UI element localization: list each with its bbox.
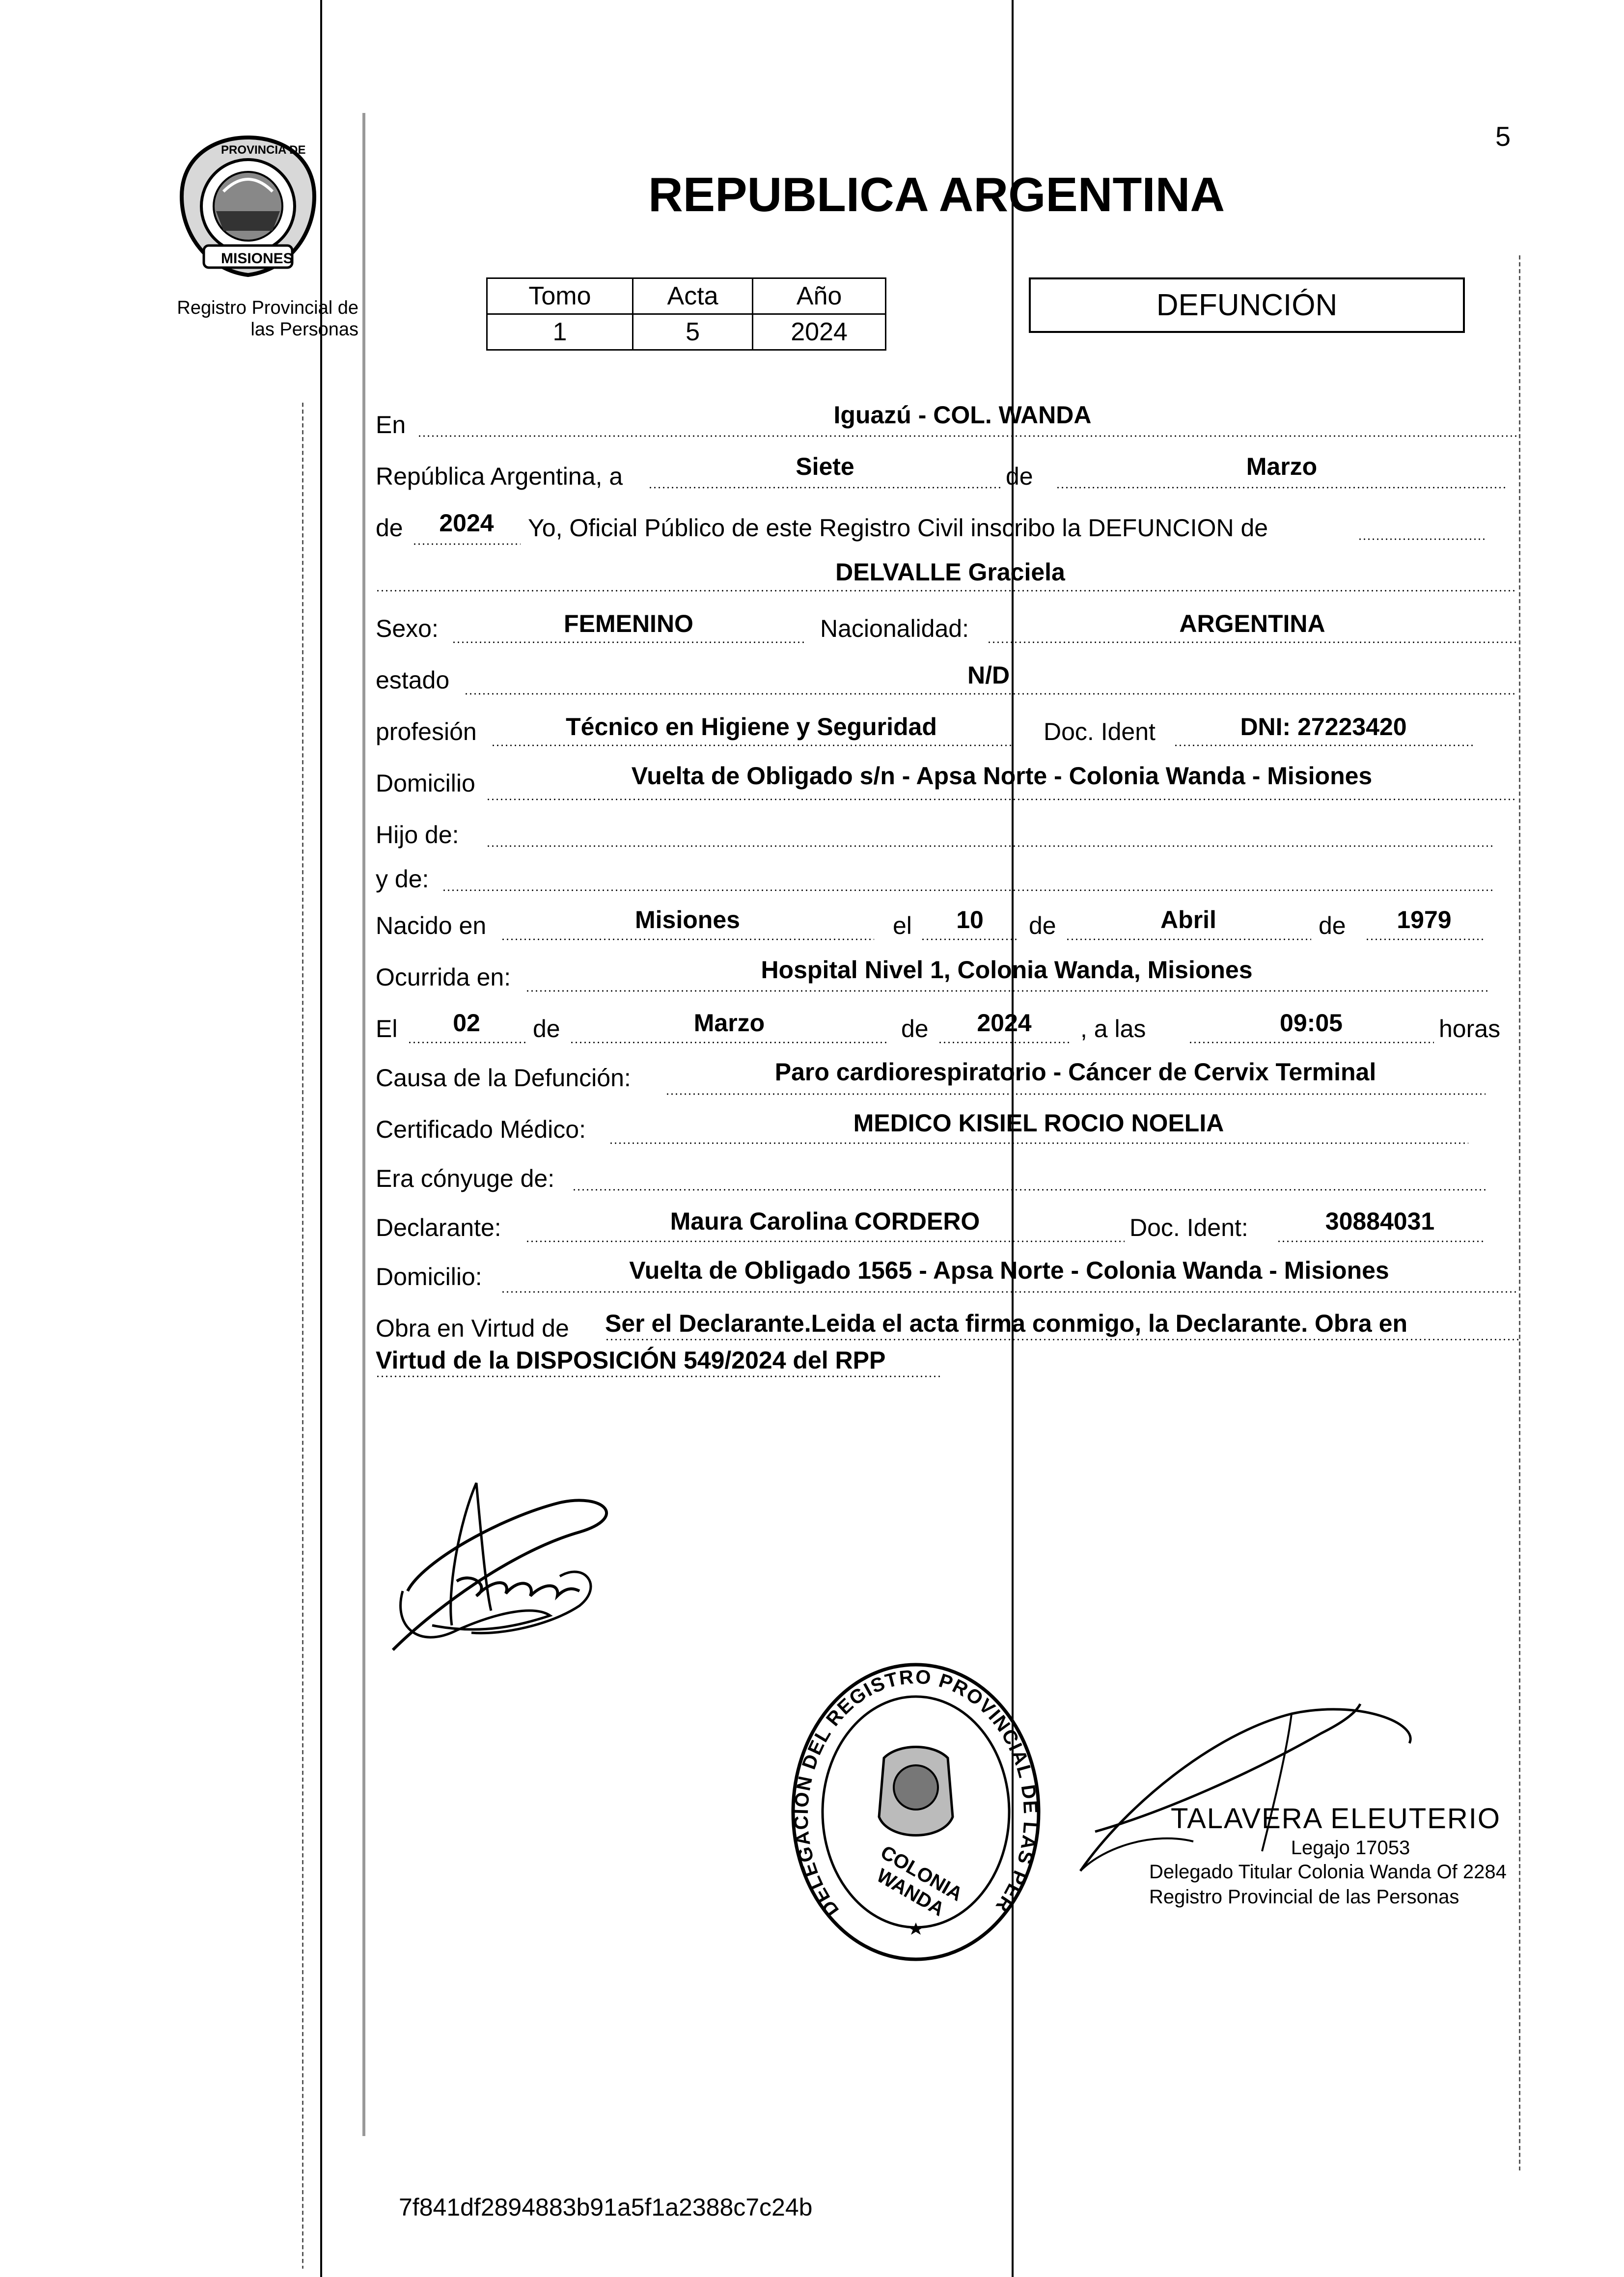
label-estado: estado: [376, 666, 450, 694]
label-certificado: Certificado Médico:: [376, 1116, 586, 1143]
officer-name: TALAVERA ELEUTERIO: [1170, 1803, 1501, 1835]
dotline-nac-anio: [1365, 938, 1483, 941]
label-el-cap: El: [376, 1015, 398, 1042]
label-doc-ident: Doc. Ident: [1044, 718, 1156, 745]
label-y-de: y de:: [376, 865, 429, 893]
label-de-3: de: [533, 1015, 560, 1042]
label-de-year: de: [376, 514, 403, 542]
dotline-certificado: [609, 1142, 1468, 1145]
field-nombre: DELVALLE Graciela: [835, 558, 1065, 586]
label-sexo: Sexo:: [376, 615, 439, 642]
label-domicilio-2: Domicilio:: [376, 1263, 482, 1290]
label-ocurrida-en: Ocurrida en:: [376, 963, 511, 991]
label-de-4: de: [901, 1015, 929, 1042]
officer-stamp: [1149, 1802, 1522, 1908]
label-de-1: de: [1029, 912, 1056, 939]
field-estado: N/D: [967, 661, 1010, 689]
act-table: [486, 277, 886, 351]
field-ocurrida-en: Hospital Nivel 1, Colonia Wanda, Misiones: [761, 956, 1253, 984]
field-def-mes: Marzo: [693, 1009, 765, 1037]
field-dia: Siete: [796, 453, 854, 480]
officer-org: Registro Provincial de las Personas: [1149, 1886, 1459, 1908]
field-nac-mes: Abril: [1160, 906, 1216, 933]
act-type: DEFUNCIÓN: [1156, 288, 1338, 322]
registry-caption-line-2: las Personas: [250, 319, 358, 340]
label-doc-ident-2: Doc. Ident:: [1129, 1214, 1248, 1241]
label-a-las: , a las: [1080, 1015, 1146, 1042]
officer-legajo: Legajo 17053: [1291, 1837, 1410, 1859]
label-nacionalidad: Nacionalidad:: [820, 615, 969, 642]
act-header-tomo: Tomo: [487, 278, 633, 314]
act-value-anio: 2024: [753, 314, 886, 350]
document-hash: 7f841df2894883b91a5f1a2388c7c24b: [399, 2194, 813, 2221]
dotline-def-mes: [570, 1041, 889, 1044]
dotline-def-anio: [938, 1041, 1071, 1044]
label-conyuge: Era cónyuge de:: [376, 1165, 555, 1192]
dotline-dia: [648, 486, 1002, 489]
dotline-obra-2: [376, 1375, 940, 1378]
dotline-lugar: [417, 435, 1517, 438]
scan-margin-left: [362, 113, 365, 2136]
seal-inner-text: COLONIA WANDA: [873, 1841, 966, 1920]
field-nacido-en: Misiones: [635, 906, 740, 933]
dotline-hijo-de: [486, 845, 1493, 848]
registry-caption-line-1: Registro Provincial de: [177, 298, 358, 318]
label-profesion: profesión: [376, 718, 477, 745]
field-def-hora: 09:05: [1280, 1009, 1343, 1037]
dotline-dni: [1174, 744, 1473, 747]
act-value-acta: 5: [633, 314, 752, 350]
dotline-nombre: [376, 589, 1515, 592]
field-def-anio: 2024: [977, 1009, 1032, 1037]
officer-title: Delegado Titular Colonia Wanda Of 2284: [1149, 1861, 1507, 1883]
field-obra-line-1: Ser el Declarante.Leida el acta firma conmigo, la Declarante. Obra en: [605, 1310, 1407, 1337]
dotline-profesion: [491, 744, 1012, 747]
label-en: En: [376, 411, 406, 439]
dotline-nac-mes: [1066, 938, 1311, 941]
dotline-declarante: [525, 1240, 1125, 1243]
act-header-anio: Año: [753, 278, 886, 314]
label-domicilio: Domicilio: [376, 769, 475, 797]
label-declarante: Declarante:: [376, 1214, 501, 1241]
field-declarante-domicilio: Vuelta de Obligado 1565 - Apsa Norte - Colonia Wanda - Misiones: [629, 1257, 1389, 1284]
label-nacido-en: Nacido en: [376, 912, 487, 939]
field-nacionalidad: ARGENTINA: [1179, 610, 1325, 637]
official-seal: [786, 1655, 1046, 1969]
field-profesion: Técnico en Higiene y Seguridad: [566, 713, 937, 741]
scan-line-left: [320, 0, 322, 2277]
seal-outer-text: DELEGACION DEL REGISTRO PROVINCIAL DE LAS PER: [790, 1666, 1042, 1920]
logo-text-top: PROVINCIA DE: [221, 143, 306, 157]
field-sexo: FEMENINO: [564, 610, 693, 637]
logo-text-bottom: MISIONES: [221, 250, 293, 267]
field-mes: Marzo: [1246, 453, 1318, 480]
field-declarante-doc: 30884031: [1325, 1207, 1435, 1235]
dotline-y-de: [442, 889, 1493, 892]
field-anio: 2024: [439, 509, 494, 537]
field-nac-anio: 1979: [1397, 906, 1452, 933]
act-type-box: [1029, 277, 1465, 333]
dotline-estado: [464, 692, 1515, 695]
field-domicilio: Vuelta de Obligado s/n - Apsa Norte - Colonia Wanda - Misiones: [631, 762, 1373, 790]
dotline-def-dia: [408, 1041, 525, 1044]
label-el: el: [893, 912, 912, 939]
field-certificado: MEDICO KISIEL ROCIO NOELIA: [853, 1109, 1224, 1137]
dotline-domicilio: [486, 798, 1517, 801]
dotline-obra-1: [605, 1338, 1518, 1341]
label-de-2: de: [1319, 912, 1346, 939]
label-republica: República Argentina, a: [376, 463, 623, 490]
label-hijo-de: Hijo de:: [376, 821, 459, 849]
dotline-causa: [665, 1093, 1486, 1096]
dotline-nacionalidad: [987, 641, 1517, 644]
province-logo: [174, 133, 322, 280]
dotline-conyuge: [572, 1188, 1488, 1191]
field-dni: DNI: 27223420: [1240, 713, 1407, 741]
field-def-dia: 02: [453, 1009, 480, 1037]
field-nac-dia: 10: [956, 906, 984, 933]
dotline-sexo: [452, 641, 805, 644]
dotline-ocurrida-en: [525, 989, 1488, 992]
page-title: REPUBLICA ARGENTINA: [648, 167, 1225, 221]
page-number: 5: [1495, 121, 1511, 152]
act-value-tomo: 1: [487, 314, 633, 350]
scan-margin-far-left: [302, 403, 303, 2269]
act-header-acta: Acta: [633, 278, 752, 314]
label-de: de: [1006, 463, 1033, 490]
field-lugar: Iguazú - COL. WANDA: [833, 401, 1092, 429]
label-horas: horas: [1439, 1015, 1501, 1042]
declarant-signature: [373, 1463, 629, 1679]
dotline-mes: [1056, 486, 1508, 489]
field-causa: Paro cardiorespiratorio - Cáncer de Cervix Terminal: [774, 1058, 1376, 1086]
label-oficial: Yo, Oficial Público de este Registro Civil inscribo la DEFUNCION de: [528, 514, 1268, 542]
label-obra-en-virtud: Obra en Virtud de: [376, 1315, 569, 1342]
dotline-oficial: [1358, 538, 1486, 541]
dotline-anio: [413, 543, 521, 546]
dotline-def-hora: [1188, 1041, 1434, 1044]
field-declarante: Maura Carolina CORDERO: [670, 1207, 980, 1235]
dotline-declarante-domicilio: [501, 1290, 1517, 1293]
registry-caption: [152, 297, 358, 340]
dotline-nac-dia: [921, 938, 1019, 941]
dotline-declarante-doc: [1277, 1240, 1483, 1243]
dotline-nacido-en: [501, 938, 874, 941]
label-causa: Causa de la Defunción:: [376, 1064, 631, 1092]
field-obra-line-2: Virtud de la DISPOSICIÓN 549/2024 del RPP: [376, 1346, 886, 1374]
